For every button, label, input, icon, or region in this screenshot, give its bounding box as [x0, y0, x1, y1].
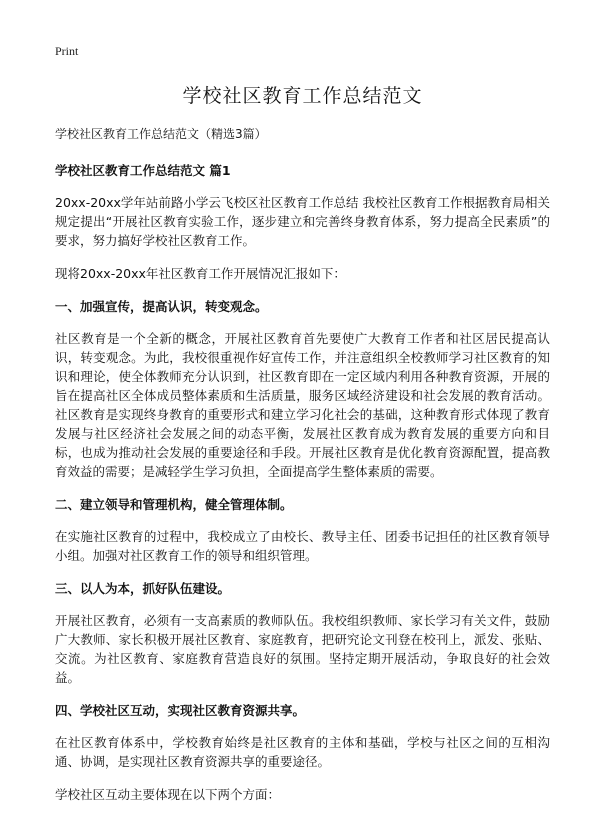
- heading-1: 一、加强宣传，提高认识，转变观念。: [55, 299, 268, 314]
- report-paragraph: 现将20xx-20xx年社区教育工作开展情况汇报如下：: [55, 266, 346, 281]
- paragraph-5: 学校社区互动主要体现在以下两个方面：: [55, 787, 281, 802]
- paragraph-3: 开展社区教育，必须有一支高素质的教师队伍。我校组织教师、家长学习有关文件，鼓励广大教师、家长积极开展社区教育、家庭教育，把研究论文刊登在校刊上，派发、张贴、交流。为社区教育、家庭教育营造良好的氛围。坚持定期开展活动，争取良好的社会效益。: [55, 613, 550, 685]
- page-title: 学校社区教育工作总结范文: [182, 85, 423, 107]
- heading-2: 二、建立领导和管理机构，健全管理体制。: [55, 497, 293, 512]
- paragraph-1: 社区教育是一个全新的概念，开展社区教育首先要使广大教育工作者和社区居民提高认识，转变观念。为此，我校很重视作好宣传工作，并注意组织全校教师学习社区教育的知识和理论，使全体教师充分认识到，社区教育即在一定区域内利用各种教育资源，开展的旨在提高社区全体成员整体素质和生活质量，服务区域经济建设和社会发展的教育活动。社区教育是实现终身教育的重要形式和建立学习化社会的基础，这种教育形式体现了教育发展与社区经济社会发展之间的动态平衡，发展社区教育成为教育发展的重要方向和目标，也成为推动社会发展的重要途径和手段。开展社区教育是优化教育资源配置，提高教育效益的需要；是减轻学生学习负担，全面提高学生整体素质的需要。: [55, 331, 550, 479]
- heading-3: 三、以人为本，抓好队伍建设。: [55, 581, 231, 596]
- paragraph-4: 在社区教育体系中，学校教育始终是社区教育的主体和基础，学校与社区之间的互相沟通、协调，是实现社区教育资源共享的重要途径。: [55, 735, 550, 769]
- intro-paragraph: 20xx-20xx学年站前路小学云飞校区社区教育工作总结 我校社区教育工作根据教育局相关规定提出“开展社区教育实验工作，逐步建立和完善终身教育体系，努力提高全民素质”的要求，努力搞好学校社区教育工作。: [55, 195, 550, 248]
- document-subtitle: 学校社区教育工作总结范文（精选3篇）: [55, 127, 267, 141]
- paragraph-2: 在实施社区教育的过程中，我校成立了由校长、教导主任、团委书记担任的社区教育领导小组。加强对社区教育工作的领导和组织管理。: [55, 529, 550, 563]
- section-title: 学校社区教育工作总结范文 篇1: [55, 163, 231, 178]
- print-link[interactable]: Print: [55, 44, 79, 58]
- heading-4: 四、学校社区互动，实现社区教育资源共享。: [55, 703, 306, 718]
